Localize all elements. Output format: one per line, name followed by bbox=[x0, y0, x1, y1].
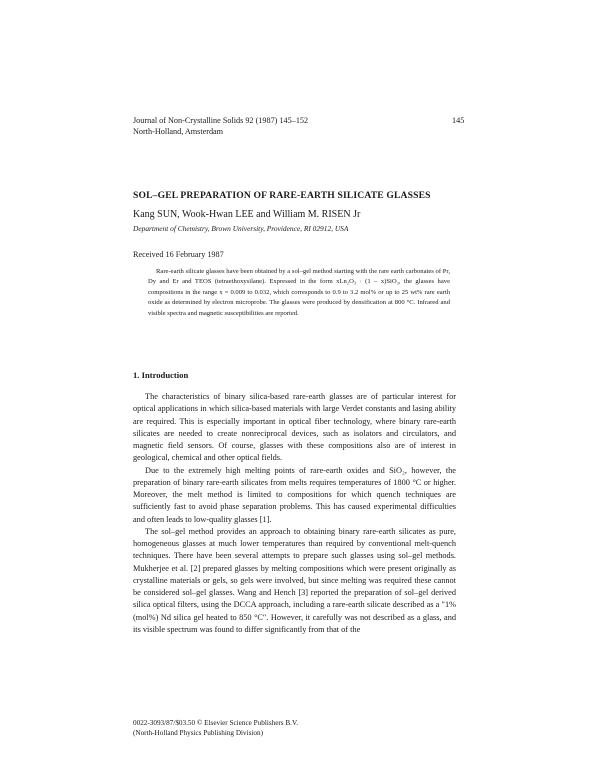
publisher-line: North-Holland, Amsterdam bbox=[133, 127, 224, 136]
publisher-division: (North-Holland Physics Publishing Division) bbox=[133, 729, 263, 737]
abstract-text: Rare-earth silicate glasses have been obtained by a sol–gel method starting with the rare earth carbonates of Pr, Dy and Er and TEOS (tetraethoxysilane). Expressed in the form xLn₂O₃ · (1 – x)SiO₂, the glasses have compositions in the range x = 0.009 to 0.032, which corresponds to 0.9 to 3.2 mol% or up to 25 wt% rare earth oxide as determined by electron microprobe. The glasses were produced by densification at 800 °C. Infrared and visible spectra and magnetic susceptibilities are reported. bbox=[148, 268, 450, 317]
introduction-paragraph: The characteristics of binary silica-based rare-earth glasses are of particular interest for optical applications in which silica-based materials with large Verdet constants and lasing ability are required. This is especially important in optical fiber technology, where binary rare-earth silicates are needed to create nonreciprocal devices, such as isolators and circulators, and magnetic field sensors. Of course, glasses with these compositions also are of interest in geological, chemical and other optical fields. bbox=[133, 392, 456, 463]
abstract bbox=[148, 267, 450, 319]
introduction-body bbox=[133, 391, 456, 636]
introduction-paragraph: The sol–gel method provides an approach to obtaining binary rare-earth silicates as pure, homogeneous glasses at much lower temperatures than required by conventional melt-quench techniques. There have been several attempts to prepare such glasses using sol–gel methods. Mukherjee et al. [2] prepared glasses by melting compositions which were present originally as crystalline materials or gels, so gels were involved, but since melting was required these cannot be considered sol–gel glasses. Wang and Hench [3] reported the preparation of sol–gel derived silica optical filters, using the DCCA approach, including a rare-earth silicate described as a "1% (mol%) Nd silica gel heated to 850 °C". However, it carefully was not described as a glass, and its visible spectrum was found to differ significantly from that of the bbox=[133, 526, 456, 634]
article-title: SOL–GEL PREPARATION OF RARE-EARTH SILICATE GLASSES bbox=[133, 190, 431, 201]
copyright-line: 0022-3093/87/$03.50 © Elsevier Science Publishers B.V. bbox=[133, 719, 299, 727]
footer bbox=[133, 718, 298, 738]
introduction-paragraph: Due to the extremely high melting points of rare-earth oxides and SiO₂, however, the preparation of binary rare-earth silicates from melts requires temperatures of 1800 °C or higher. Moreover, the melt method is limited to compositions for which quench techniques are sufficiently fast to avoid phase separation problems. This has caused experimental difficulties and often leads to low-quality glasses [1]. bbox=[133, 465, 456, 524]
journal-citation: Journal of Non-Crystalline Solids 92 (1987) 145–152 bbox=[133, 116, 309, 125]
received-date: Received 16 February 1987 bbox=[133, 250, 224, 259]
article-authors: Kang SUN, Wook-Hwan LEE and William M. RISEN Jr bbox=[133, 209, 361, 220]
section-heading-introduction: 1. Introduction bbox=[133, 370, 189, 380]
page-number: 145 bbox=[452, 116, 465, 125]
author-affiliation: Department of Chemistry, Brown University, Providence, RI 02912, USA bbox=[133, 224, 349, 233]
